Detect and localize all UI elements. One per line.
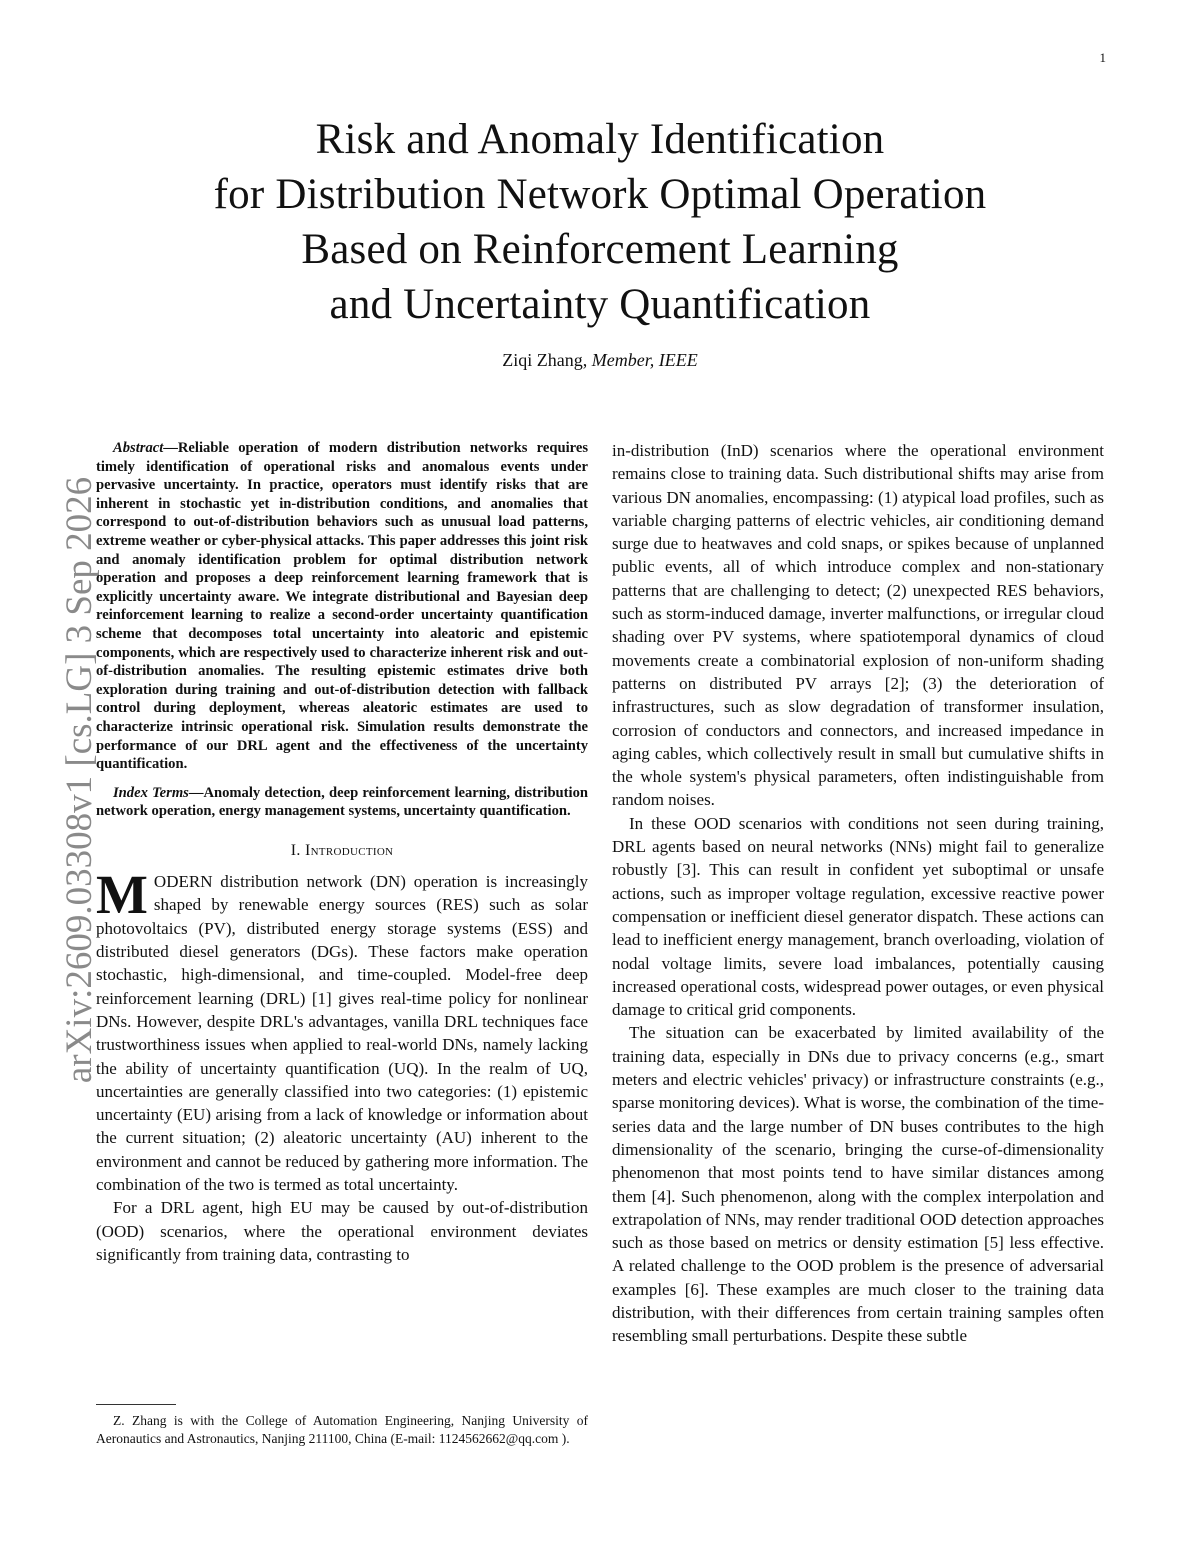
title-line-3: Based on Reinforcement Learning <box>301 226 899 273</box>
title-line-2: for Distribution Network Optimal Operation <box>213 171 987 218</box>
footnote: Z. Zhang is with the College of Automation Engineering, Nanjing University of Aeronautics and Astronautics, Nanjing 211100, China (E-mail: 1124562662@qq.com ). <box>96 1413 588 1446</box>
section-title: Introduction <box>304 841 394 859</box>
abstract <box>96 439 588 774</box>
right-column <box>612 439 1104 1348</box>
title-line-4: and Uncertainty Quantification <box>329 281 871 328</box>
section-heading <box>96 839 588 862</box>
title-line-1: Risk and Anomaly Identification <box>315 116 885 163</box>
left-column <box>96 439 588 1266</box>
abstract-lead: Abstract <box>113 440 164 456</box>
intro-paragraph-2: For a DRL agent, high EU may be caused by out-of-distribution (OOD) scenarios, where the operational environment deviates significantly from training data, contrasting to <box>96 1198 588 1264</box>
right-paragraph-2: In these OOD scenarios with conditions not seen during training, DRL agents based on neural networks (NNs) might fail to generalize robustly [3]. This can result in confident yet suboptimal or unsafe actions, such as improper voltage regulation, excessive reactive power compensation or inefficient diesel generator dispatch. These actions can lead to inefficient energy management, branch overloading, violation of nodal voltage limits, severe load imbalances, potentially causing increased operational costs, widespread power outages, or even physical damage to critical grid components. <box>612 813 1104 1020</box>
title-block <box>95 112 1105 371</box>
drop-cap: M <box>96 864 148 926</box>
right-paragraph-1: in-distribution (InD) scenarios where the operational environment remains close to training data. Such distributional shifts may arise from various DN anomalies, encompassing: (1) atypical load profiles, such as variable charging patterns of electric vehicles, air conditioning demand surge due to heatwaves and cold snaps, or spikes because of unplanned public events, all of which introduce complex and non-stationary patterns that are challenging to detect; (2) unexpected RES behaviors, such as storm-induced damage, inverter malfunctions, or irregular cloud shading over PV systems, where spatiotemporal dynamics of cloud movements create a combinatorial explosion of non-uniform shading patterns on distributed PV arrays [2]; (3) the deterioration of infrastructures, such as slow degradation of transformer insulation, corrosion of conductors and connectors, and increased impedance in aging cables, which collectively result in small but cumulative shifts in the whole system's physical parameters, often indistinguishable from random noises. <box>612 441 1104 810</box>
arxiv-identifier: arXiv:2609.03308v1 [cs.LG] 3 Sep 2026 <box>59 476 100 1084</box>
intro-paragraph-1-text: ODERN distribution network (DN) operation is increasingly shaped by renewable energy sources (RES) such as solar photovoltaics (PV), distributed energy storage systems (ESS) and distributed diesel generators (DGs). These factors make operation stochastic, high-dimensional, and time-coupled. Model-free deep reinforcement learning (DRL) [1] gives real-time policy for nonlinear DNs. However, despite DRL's advantages, vanilla DRL techniques face trustworthiness issues when applied to real-world DNs, namely lacking the ability of uncertainty quantification (UQ). In the realm of UQ, uncertainties are generally classified into two categories: (1) epistemic uncertainty (EU) arising from a lack of knowledge or information about the current situation; (2) aleatoric uncertainty (AU) inherent to the environment and cannot be reduced by gathering more information. The combination of the two is termed as total uncertainty. <box>96 872 588 1195</box>
author-name: Ziqi Zhang, <box>502 350 588 370</box>
author-line <box>95 350 1105 371</box>
section-number: I. <box>290 841 301 859</box>
intro-paragraph-1 <box>96 864 588 1196</box>
footnote-rule <box>96 1404 176 1405</box>
index-terms <box>96 784 588 821</box>
abstract-text: —Reliable operation of modern distribution networks requires timely identification of operational risks and anomalous events under pervasive uncertainty. In practice, operators must identify risks that are inherent in stochastic yet in-distribution conditions, and anomalies that correspond to out-of-distribution behaviors such as unusual load patterns, extreme weather or cyber-physical attacks. This paper addresses this joint risk and anomaly identification problem for optimal distribution network operation and proposes a deep reinforcement learning framework that is explicitly uncertainty aware. We integrate distributional and Bayesian deep reinforcement learning to realize a second-order uncertainty quantification scheme that decomposes total uncertainty into aleatoric and epistemic components, which are respectively used to characterize inherent risk and out-of-distribution anomalies. The resulting epistemic estimates drive both exploration during training and out-of-distribution detection with fallback control during deployment, whereas aleatoric estimates are used to characterize intrinsic operational risk. Simulation results demonstrate the performance of our DRL agent and the effectiveness of the uncertainty quantification. <box>96 440 588 773</box>
right-paragraph-3: The situation can be exacerbated by limited availability of the training data, especially in DNs due to privacy concerns (e.g., smart meters and electric vehicles' privacy) or infrastructure constraints (e.g., sparse monitoring devices). What is worse, the combination of the time-series data and the large number of DN buses contributes to the high dimensionality of the scenario, bringing the curse-of-dimensionality phenomenon that most points tend to have similar distances among them [4]. Such phenomenon, along with the complex interpolation and extrapolation of NNs, may render traditional OOD detection approaches such as those based on metrics or density estimation [5] less effective. A related challenge to the OOD problem is the presence of adversarial examples [6]. These examples are much closer to the training data distribution, with their differences from certain training samples often resembling small perturbations. Despite these subtle <box>612 1023 1104 1346</box>
author-membership: Member, IEEE <box>591 350 698 370</box>
index-terms-lead: Index Terms <box>113 784 189 801</box>
index-terms-text: —Anomaly detection, deep reinforcement learning, distribution network operation, energy management systems, uncertainty quantification. <box>96 784 589 820</box>
page-number: 1 <box>1099 50 1106 65</box>
